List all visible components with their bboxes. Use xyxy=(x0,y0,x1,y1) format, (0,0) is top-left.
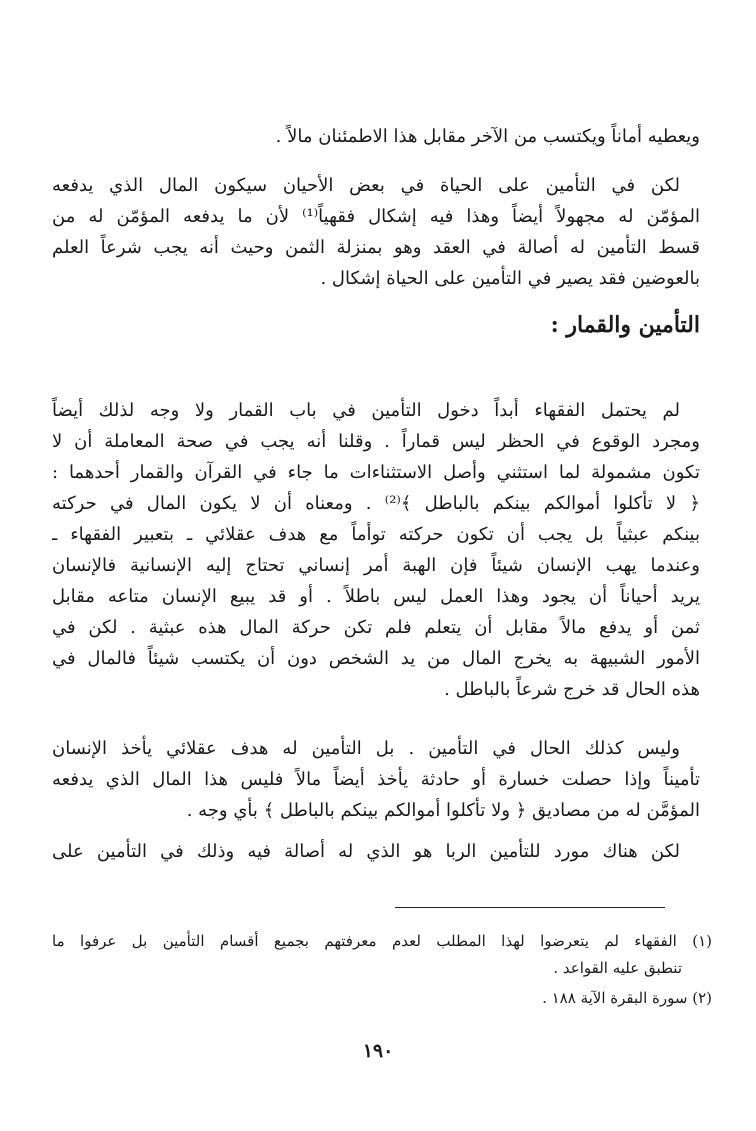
text-line: لكن في التأمين على الحياة في بعض الأحيان سيكون المال الذي يدفعه xyxy=(52,175,680,196)
text-line: تكون مشمولة لما استثني وأصل الاستثناءات ما جاء في القرآن والقمار أحدهما : xyxy=(52,462,700,483)
footnote-2 xyxy=(52,985,712,1012)
text-line: ومجرد الوقوع في الحظر ليس قماراً . وقلنا أنه يجب في صحة المعاملة أن لا xyxy=(52,431,700,452)
paragraph-riba xyxy=(52,836,700,867)
text-line: ويعطيه أماناً ويكتسب من الآخر مقابل هذا الاطمئنان مالاً . xyxy=(275,126,700,147)
footnote-separator xyxy=(395,907,665,908)
text-line: ثمن أو يدفع مالاً مقابل أن يتعلم فلم تكن حركة المال هذه عبثية . لكن في xyxy=(52,617,700,638)
footnote-line: (١) الفقهاء لم يتعرضوا لهذا المطلب لعدم معرفتهم بجميع أقسام التأمين بل عرفوا ما xyxy=(52,932,712,950)
text-line: بينكم عبثياً بل يجب أن تكون حركته توأماً مع هدف عقلائي ـ بتعبير الفقهاء ـ xyxy=(52,524,700,545)
text-line: وعندما يهب الإنسان شيئاً فإن الهبة أمر إنساني تحتاج إليه الإنسانية فالإنسان xyxy=(52,555,700,576)
text-line: بالعوضين فقد يصير في التأمين على الحياة إشكال . xyxy=(320,268,700,289)
paragraph-gambling xyxy=(52,395,700,705)
paragraph-insurance-purpose xyxy=(52,733,700,826)
text-line: وليس كذلك الحال في التأمين . بل التأمين له هدف عقلائي يأخذ الإنسان xyxy=(52,738,680,759)
book-page xyxy=(40,0,712,1131)
footnote-1 xyxy=(52,928,712,982)
page-number: ١٩٠ xyxy=(362,1040,394,1062)
text-line: لكن هناك مورد للتأمين الربا هو الذي له أصالة فيه وذلك في التأمين على xyxy=(52,841,680,862)
paragraph-life-insurance xyxy=(52,170,700,294)
text-line: تأميناً وإذا حصلت خسارة أو حادثة يأخذ أيضاً مالاً فليس هذا المال الذي يدفعه xyxy=(52,769,700,790)
text-line: يريد أحياناً أن يجود وهذا العمل ليس باطلاً . أو قد يبيع الإنسان متاعه مقابل xyxy=(52,586,700,607)
text-line: الأمور الشبيهة به يخرج المال من يد الشخص دون أن يكتسب شيئاً فالمال في xyxy=(52,648,700,669)
text-line: لم يحتمل الفقهاء أبداً دخول التأمين في باب القمار ولا وجه لذلك أيضاً xyxy=(52,400,680,421)
text-line: ﴿ لا تأكلوا أموالكم بينكم بالباطل ﴾⁽²⁾ . ومعناه أن لا يكون المال في حركته xyxy=(52,493,700,514)
footnote-line: تنطبق عليه القواعد . xyxy=(553,959,682,977)
text-line: هذه الحال قد خرج شرعاً بالباطل . xyxy=(444,679,700,700)
footnote-line: (٢) سورة البقرة الآية ١٨٨ . xyxy=(542,989,712,1007)
text-line: قسط التأمين له أصالة في العقد وهو بمنزلة الثمن وحيث أنه يجب شرعاً العلم xyxy=(52,237,700,258)
section-heading: التأمين والقمار : xyxy=(550,312,700,338)
text-line: المؤمّن له مجهولاً أيضاً وهذا فيه إشكال فقهياً⁽¹⁾ لأن ما يدفعه المؤمّن له من xyxy=(52,206,700,227)
paragraph-intro xyxy=(52,121,700,152)
text-line: المؤمَّن له من مصاديق ﴿ ولا تأكلوا أموالكم بينكم بالباطل ﴾ بأي وجه . xyxy=(186,800,700,821)
